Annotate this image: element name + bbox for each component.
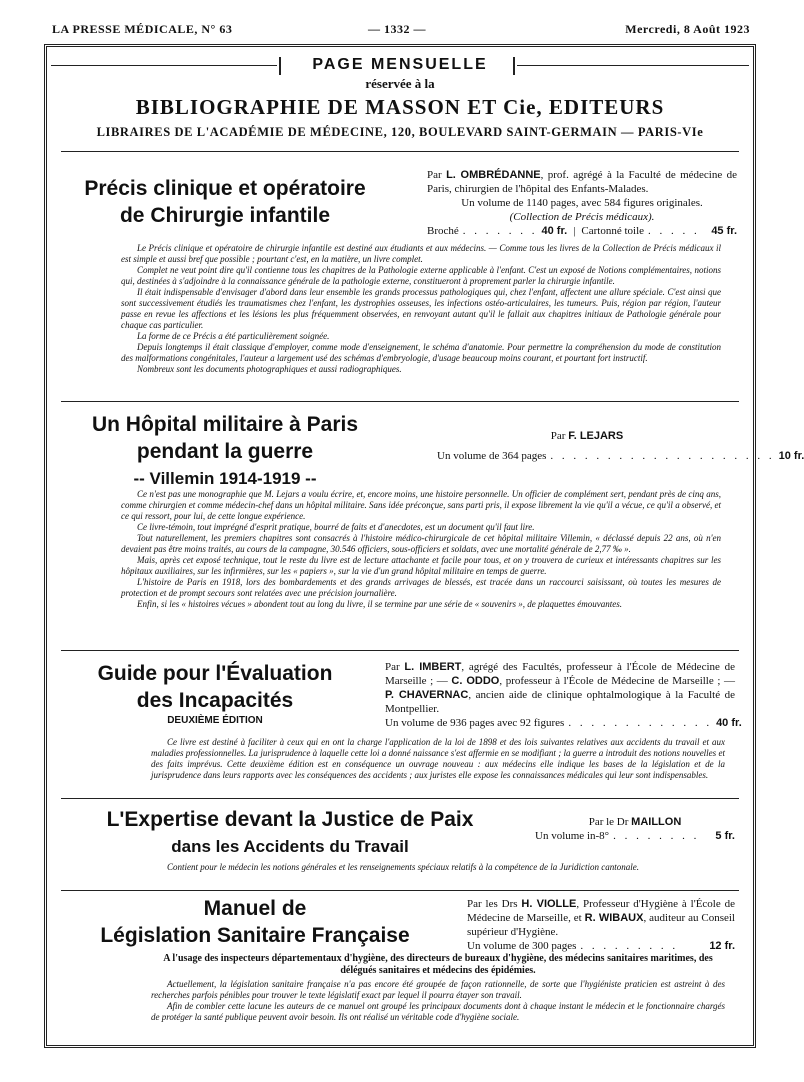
page-number: — 1332 — (368, 22, 426, 36)
banner-title: PAGE MENSUELLE (312, 56, 488, 73)
book-title (55, 660, 375, 728)
author-name: MAILLON (631, 816, 682, 828)
banner-bar-right (513, 57, 515, 75)
book-author-block: Par le Dr MAILLON Un volume in-8° . . . . . . . . 5 fr. (535, 816, 735, 842)
book-price: Un volume de 364 pages . . . . . . . . . . . . . . . . . . . . 10 fr. (437, 450, 804, 462)
book-title-line: des Incapacités (136, 689, 294, 712)
book-title (55, 895, 455, 949)
author-name: H. VIOLLE (521, 898, 577, 910)
book-title-line: Un Hôpital militaire à Paris (91, 413, 359, 436)
book-price: Un volume de 936 pages avec 92 figures . . . . . . . . . . . . . 40 fr. (385, 717, 742, 729)
book-description: Ce livre est destiné à faciliter à ceux qui en ont la charge l'application de la loi de 1898 et des lois suivantes relatives aux accidents du travail et aux maladies professionnelles. La jurisprudence à laquelle cette loi a donné naissance s'est affermie en se modifiant ; la guerre a introduit des notions nouvelles et des faits imprévus. Cette deuxième édition est en conséquence un ouvrage nouveau : aux médecins elle indique les bases de la législation et de la jurisprudence dans leurs rapports avec les conséquences des accidents ; aux juristes elle expose les connaissances médicales qui leur sont indispensables. (151, 737, 725, 780)
book-audience: A l'usage des inspecteurs départementaux d'hygiène, des directeurs de bureaux d'hygiène, des médecins sanitaires maritimes, des délégués sanitaires et médecins des épidémies. (163, 953, 713, 976)
section-divider (61, 890, 739, 891)
publisher-name: BIBLIOGRAPHIE DE MASSON ET Cie, EDITEURS (135, 95, 665, 119)
book-description: Contient pour le médecin les notions générales et les renseignements spéciaux relatifs à la compétence de la Juridiction cantonale. (167, 862, 639, 872)
book-price: Un volume in-8° . . . . . . . . 5 fr. (535, 830, 735, 842)
book-title (55, 411, 395, 492)
banner-subtitle: réservée à la (365, 76, 435, 91)
book-author-block: Par F. LEJARS Un volume de 364 pages . . . . . . . . . . . . . . . . . . . . 10 fr. (437, 430, 804, 462)
author-name: P. CHAVERNAC (385, 689, 469, 701)
page-frame (44, 44, 804, 1048)
book-price: Un volume de 300 pages . . . . . . . . . 12 fr. (467, 940, 735, 952)
book-author-block: Par les Drs H. VIOLLE, Professeur d'Hygiène à l'École de Médecine de Marseille, et R. WIBAUX, auditeur au Conseil supérieur d'Hygiène. Un volume de 300 pages . . . . . . . . . 12 fr. (467, 898, 736, 952)
author-name: F. LEJARS (568, 430, 624, 442)
author-name: R. WIBAUX (584, 912, 644, 924)
author-name: L. IMBERT (404, 661, 462, 673)
book-description: Actuellement, la législation sanitaire française n'a pas encore été groupée de façon rationnelle, de sorte que l'hygiéniste praticien est astreint à des recherches parfois pénibles pour trouver le texte législatif exact par lequel il pourra étayer son travail. Afin de combler cette lacune les auteurs de ce manuel ont groupé les principaux documents dont à chaque instant le médecin et le fonctionnaire chargés de protéger la santé publique peuvent avoir besoin. Ils ont réalisé un véritable code d'hygiène sociale. (151, 979, 725, 1022)
book-title-line: Manuel de (203, 897, 307, 920)
book-title-line: pendant la guerre (136, 440, 314, 463)
book-volume: Un volume de 1140 pages, avec 584 figures originales. (461, 197, 703, 209)
book-title-line: Guide pour l'Évaluation (97, 662, 333, 685)
book-title-line: -- Villemin 1914-1919 -- (133, 469, 317, 488)
issue-date: Mercredi, 8 Août 1923 (625, 22, 750, 36)
book-description: Le Précis clinique et opératoire de chirurgie infantile est destiné aux étudiants et aux médecins. — Comme tous les livres de la Collection de Précis médicaux il est simple et aussi bref que possible ; pourtant c'est, en la matière, un livre complet. Complet ne veut point dire qu'il contienne tous les chapitres de la Pathologie externe applicable à l'enfant. C'est un exposé de Notions complémentaires, notions qui, destinées à s'adjoindre à la connaissance générale de la pathologie externe, constitueront à proprement parler la chirurgie infantile. Il était indispensable d'envisager d'abord dans leur ensemble les grands processus pathologiques qui, chez l'enfant, affectent une allure spéciale. C'est ainsi que sont successivement étudiés les traumatismes chez l'enfant, les dystrophies osseuses, les infections ostéo-articulaires, les tumeurs. Puis, région par région, l'auteur passe en revue les affections et les lésions les plus fréquemment observées, en renvoyant autant qu'il le fallait aux chapitres initiaux de Pathologie générale pour chaque cas particulier. La forme de ce Précis a été particulièrement soignée. Depuis longtemps il était classique d'employer, comme mode d'enseignement, le schéma d'anatomie. Pour permettre la compréhension du mode de constitution des malformations congénitales, l'auteur a largement usé des schémas d'embryologie, d'usage beaucoup moins courant, et pourtant fort instructif. Nombreux sont les documents photographiques et aussi radiographiques. (121, 243, 721, 374)
section-divider (61, 151, 739, 152)
book-title-line: dans les Accidents du Travail (171, 837, 409, 856)
book-title-line: Législation Sanitaire Française (100, 924, 410, 947)
book-title-line: L'Expertise devant la Justice de Paix (106, 808, 474, 831)
book-title-line: de Chirurgie infantile (119, 204, 331, 227)
section-divider (61, 798, 739, 799)
book-author-block: Par L. IMBERT, agrégé des Facultés, professeur à l'École de Médecine de Marseille ; — C. ODDO, professeur à l'École de Médecine de Marseille ; — P. CHAVERNAC, ancien aide de clinique ophtalmologique à la Faculté de Montpellier. Un volume de 936 pages avec 92 figures . . . . . . . . . . . . . 40 fr. (385, 661, 742, 729)
author-name: L. OMBRÉDANNE (446, 169, 541, 181)
book-title (55, 806, 525, 860)
book-title (55, 175, 395, 229)
section-divider (61, 401, 739, 402)
book-description: Ce n'est pas une monographie que M. Lejars a voulu écrire, et, encore moins, une histoire personnelle. Un officier de complément sert, pendant près de cinq ans, comme chirurgien et comme médecin-chef dans un hôpital militaire. Sans idée préconçue, sans parti pris, il expose librement la vie qu'il a vécue, ce qu'il a observé, et ce qui ressort, pour lui, de cette longue expérience. Ce livre-témoin, tout imprégné d'esprit pratique, bourré de faits et d'anecdotes, est un document qu'il faut lire. Tout naturellement, les premiers chapitres sont consacrés à l'histoire médico-chirurgicale de cet hôpital militaire Villemin, « déclassé depuis 22 ans, où n'en devaient pas être moins traités, au cours de la campagne, 30.546 officiers, sous-officiers et soldats, avec une mortalité générale de 2,77 ‰ ». Mais, après cet exposé technique, tout le reste du livre est de lecture attachante et facile pour tous, et on y trouvera de curieux et intéressants chapitres sur les hôpitaux auxiliaires, sur les infirmières, sur les « papiers », sur la vie d'un grand hôpital militaire en temps de guerre. L'histoire de Paris en 1918, lors des bombardements et des grands arrivages de blessés, est tracée dans un raccourci saisissant, où toutes les mesures de protection et de prompt secours sont relatées avec une précision journalière. Enfin, si les « histoires vécues » abondent tout au long du livre, il se termine par une série de « souvenirs », de plaquettes émouvantes. (121, 489, 721, 609)
section-divider (61, 650, 739, 651)
book-author-block: Par L. OMBRÉDANNE, prof. agrégé à la Faculté de médecine de Paris, chirurgien de l'hôpital des Enfants-Malades. Un volume de 1140 pages, avec 584 figures originales. (Collection de Précis médicaux). Broché . . . . . . . 40 fr. | Cartonné toile . . . . . 45 fr. (427, 169, 738, 237)
journal-name: LA PRESSE MÉDICALE, N° 63 (52, 22, 233, 36)
banner-rule-right (517, 65, 749, 66)
book-title-line: Précis clinique et opératoire (84, 177, 366, 200)
author-name: C. ODDO (451, 675, 500, 687)
book-price: Broché . . . . . . . 40 fr. | Cartonné toile . . . . . 45 fr. (427, 225, 737, 237)
book-collection: (Collection de Précis médicaux). (509, 211, 655, 223)
running-header (0, 4, 800, 38)
edition-label: DEUXIÈME ÉDITION (167, 715, 263, 726)
publisher-address: LIBRAIRES DE L'ACADÉMIE DE MÉDECINE, 120, BOULEVARD SAINT-GERMAIN — PARIS-VIe (96, 125, 704, 139)
